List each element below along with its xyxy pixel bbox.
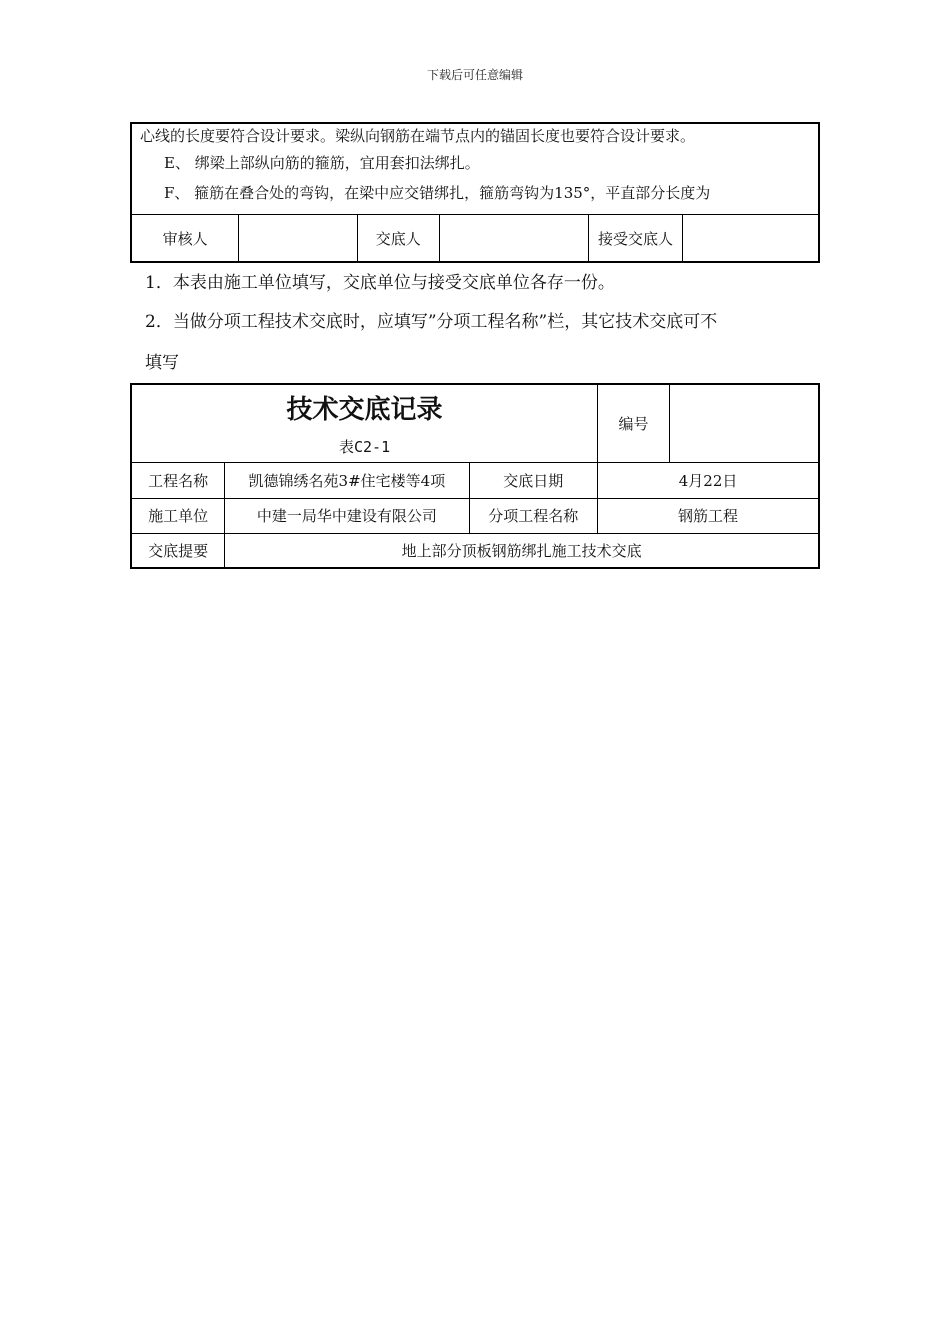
subproject-value[interactable]: 钢筋工程 (598, 498, 819, 533)
contractor-value[interactable]: 中建一局华中建设有限公司 (225, 498, 469, 533)
project-name-value[interactable]: 凯德锦绣名苑3#住宅楼等4项 (225, 462, 469, 498)
number-field[interactable] (669, 384, 819, 462)
record-subtitle: 表C2-1 (339, 438, 391, 457)
summary-label: 交底提要 (131, 533, 225, 568)
discloser-label: 交底人 (357, 215, 439, 263)
content-line: 心线的长度要符合设计要求。梁纵向钢筋在端节点内的锚固长度也要符合设计要求。 (140, 127, 696, 145)
receiver-field[interactable] (682, 215, 819, 263)
continuation-table (130, 122, 820, 263)
record-title: 技术交底记录 (286, 395, 443, 426)
project-name-label: 工程名称 (131, 462, 225, 498)
subproject-label: 分项工程名称 (469, 498, 598, 533)
page-header-note: 下载后可任意编辑 (426, 68, 523, 82)
continuation-content (131, 123, 819, 215)
discloser-field[interactable] (439, 215, 589, 263)
date-label: 交底日期 (469, 462, 598, 498)
technical-disclosure-record-table (130, 383, 820, 569)
number-label: 编号 (598, 384, 670, 462)
reviewer-label: 审核人 (131, 215, 239, 263)
receiver-label: 接受交底人 (589, 215, 683, 263)
note-1: 1．本表由施工单位填写，交底单位与接受交底单位各存一份。 (145, 273, 615, 293)
summary-value[interactable]: 地上部分顶板钢筋绑扎施工技术交底 (225, 533, 819, 568)
title-cell (131, 384, 598, 462)
content-line: E、 绑梁上部纵向筋的箍筋，宜用套扣法绑扎。 (164, 154, 480, 172)
note-2-continued: 填写 (145, 353, 179, 373)
date-value[interactable]: 4月22日 (598, 462, 819, 498)
reviewer-field[interactable] (239, 215, 358, 263)
contractor-label: 施工单位 (131, 498, 225, 533)
content-line: F、 箍筋在叠合处的弯钩，在梁中应交错绑扎，箍筋弯钩为135°，平直部分长度为 (164, 184, 711, 202)
note-2: 2．当做分项工程技术交底时，应填写”分项工程名称”栏，其它技术交底可不 (145, 312, 718, 332)
